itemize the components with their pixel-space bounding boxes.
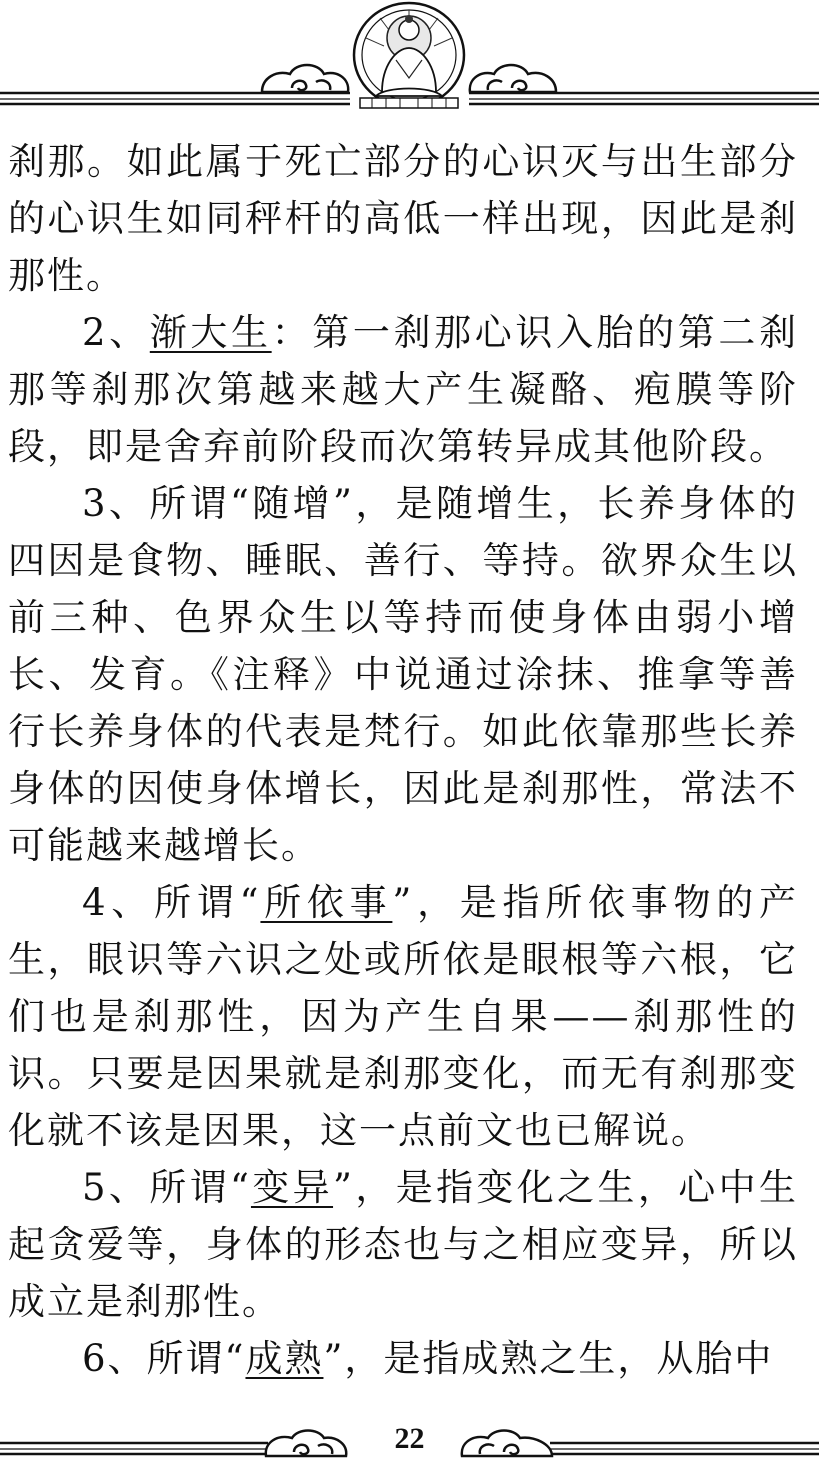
paragraph	[8, 874, 798, 1159]
text-run: ”，是指成熟之生，从胎中	[323, 1337, 774, 1380]
text-run: 刹那。如此属于死亡部分的心识灭与出生部分的心识生如同秤杆的高低一样出现，因此是刹那性。	[8, 140, 798, 297]
underlined-term: 所依事	[260, 881, 393, 924]
paragraph	[8, 304, 798, 475]
page-header-ornament	[0, 0, 819, 120]
text-run: ”，是指变化之生，心中生起贪爱等，身体的形态也与之相应变异，所以成立是刹那性。	[8, 1166, 799, 1323]
text-run: 5、所谓“	[82, 1166, 251, 1209]
text-run: ：第一刹那心识入胎的第二刹那等刹那次第越来越大产生凝酪、疱膜等阶段，即是舍弃前阶段而次第转异成其他阶段。	[8, 311, 799, 468]
underlined-term: 成熟	[245, 1337, 324, 1380]
underlined-term: 变异	[250, 1166, 334, 1209]
paragraph	[8, 133, 798, 304]
paragraph	[8, 1159, 798, 1330]
seated-buddha-icon	[354, 3, 464, 108]
page-body-text	[8, 133, 798, 1387]
cloud-scroll-icon	[470, 65, 556, 92]
text-run: 3、所谓“随增”，是随增生，长养身体的四因是食物、睡眠、善行、等持。欲界众生以前三种、色界众生以等持而使身体由弱小增长、发育。《注释》中说通过涂抹、推拿等善行长养身体的代表是梵行。如此依靠那些长养身体的因使身体增长，因此是刹那性，常法不可能越来越增长。	[8, 482, 798, 867]
page-number: 22	[394, 1422, 425, 1455]
cloud-scroll-icon	[262, 65, 348, 92]
paragraph	[8, 1330, 798, 1387]
text-run: 2、	[82, 311, 150, 354]
text-run: ”，是指所依事物的产生，眼识等六识之处或所依是眼根等六根，它们也是刹那性，因为产生自果——刹那性的识。只要是因果就是刹那变化，而无有刹那变化就不该是因果，这一点前文也已解说。	[8, 881, 798, 1152]
underlined-term: 渐大生	[149, 311, 272, 354]
text-run: 4、所谓“	[82, 881, 261, 924]
text-run: 6、所谓“	[82, 1337, 246, 1380]
paragraph	[8, 475, 798, 874]
